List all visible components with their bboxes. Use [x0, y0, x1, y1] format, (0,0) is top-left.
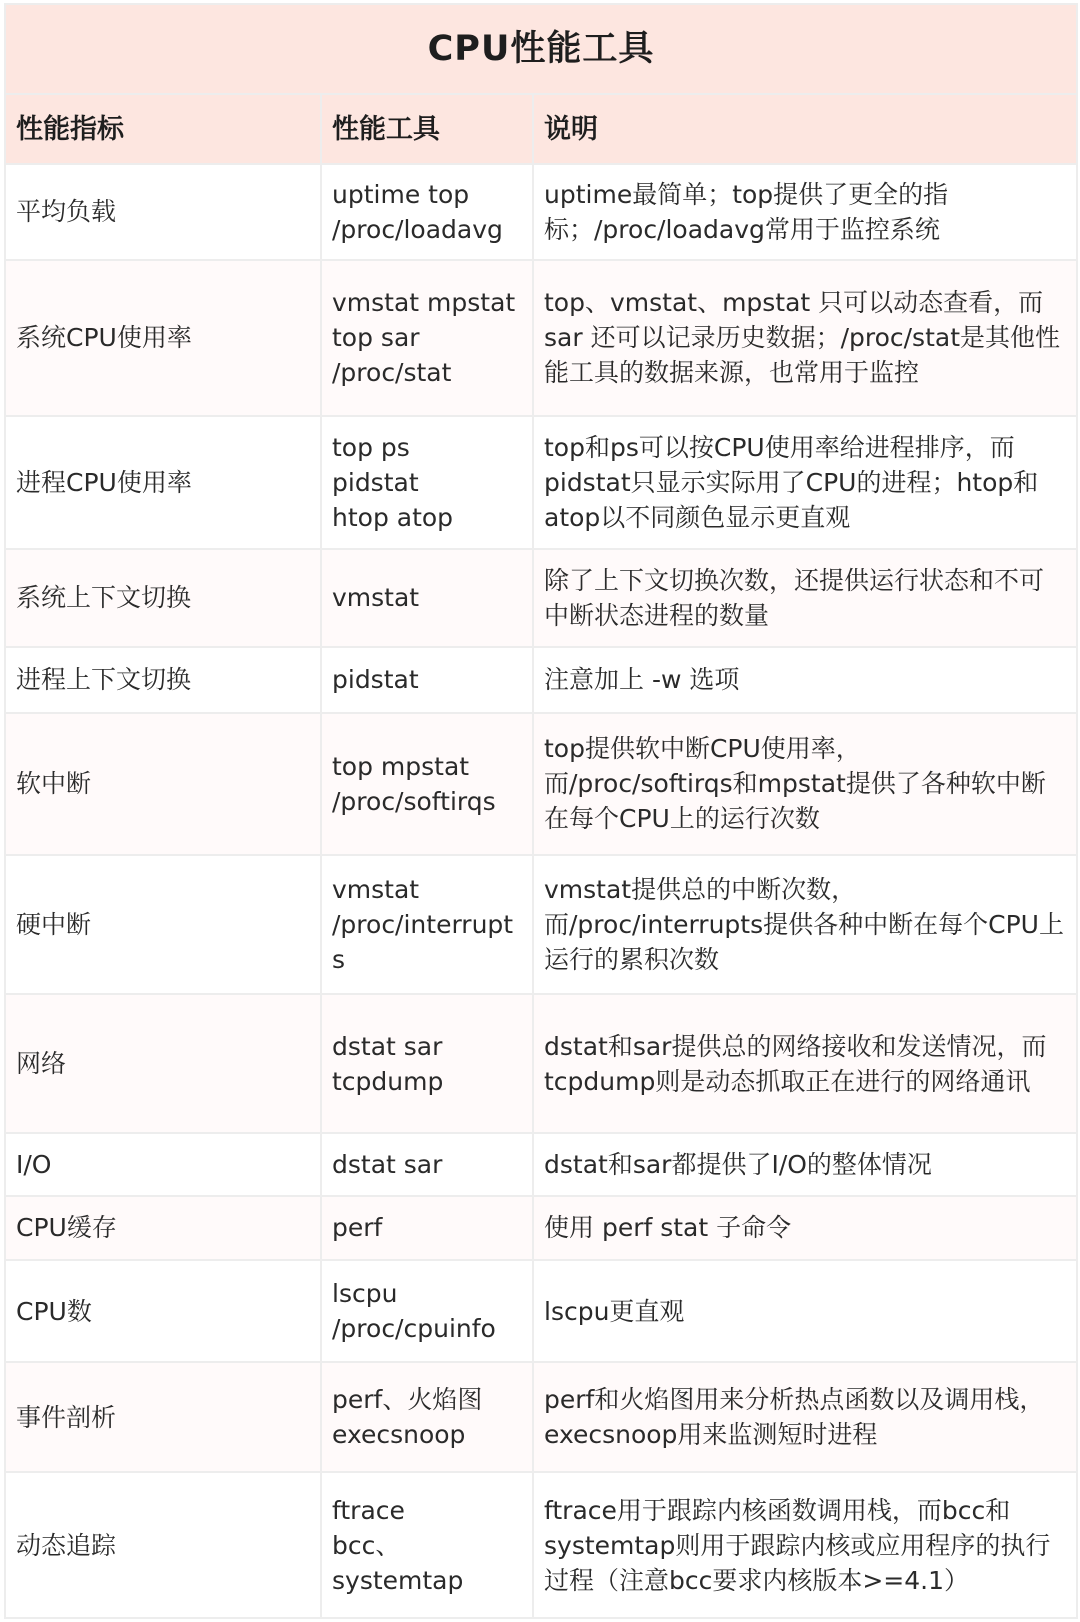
metric-cell: I/O: [5, 1133, 321, 1195]
table-row: [5, 1196, 1077, 1260]
tools-cell: perf、火焰图 execsnoop: [321, 1362, 533, 1472]
description-cell: top提供软中断CPU使用率， 而/proc/softirqs和mpstat提供了各种软中断在每个CPU上的运行次数: [533, 713, 1077, 854]
description-cell: uptime最简单；top提供了更全的指标；/proc/loadavg常用于监控系统: [533, 164, 1077, 260]
description-cell: top、vmstat、mpstat 只可以动态查看，而 sar 还可以记录历史数据；/proc/stat是其他性能工具的数据来源，也常用于监控: [533, 260, 1077, 416]
table-title: CPU性能工具: [5, 4, 1077, 94]
description-cell: lscpu更直观: [533, 1260, 1077, 1362]
tools-cell: top ps pidstat htop atop: [321, 416, 533, 549]
tools-cell: perf: [321, 1196, 533, 1260]
metric-cell: CPU缓存: [5, 1196, 321, 1260]
metric-cell: 动态追踪: [5, 1472, 321, 1618]
tools-cell: vmstat mpstat top sar /proc/stat: [321, 260, 533, 416]
description-cell: dstat和sar提供总的网络接收和发送情况，而tcpdump则是动态抓取正在进行的网络通讯: [533, 994, 1077, 1133]
header-row: [5, 94, 1077, 164]
tools-cell: dstat sar tcpdump: [321, 994, 533, 1133]
description-cell: ftrace用于跟踪内核函数调用栈，而bcc和systemtap则用于跟踪内核或应用程序的执行过程（注意bcc要求内核版本>=4.1）: [533, 1472, 1077, 1618]
metric-cell: 软中断: [5, 713, 321, 854]
table-row: [5, 1260, 1077, 1362]
metric-cell: 进程上下文切换: [5, 647, 321, 714]
table-row: [5, 1472, 1077, 1618]
title-row: [5, 4, 1077, 94]
description-cell: vmstat提供总的中断次数， 而/proc/interrupts提供各种中断在每个CPU上运行的累积次数: [533, 855, 1077, 994]
tools-cell: dstat sar: [321, 1133, 533, 1195]
description-cell: 除了上下文切换次数，还提供运行状态和不可中断状态进程的数量: [533, 549, 1077, 647]
description-cell: dstat和sar都提供了I/O的整体情况: [533, 1133, 1077, 1195]
tools-cell: vmstat: [321, 549, 533, 647]
metric-cell: 进程CPU使用率: [5, 416, 321, 549]
tools-cell: uptime top /proc/loadavg: [321, 164, 533, 260]
cpu-tools-table: [4, 3, 1078, 1619]
tools-cell: lscpu /proc/cpuinfo: [321, 1260, 533, 1362]
table-row: [5, 549, 1077, 647]
tools-cell: vmstat /proc/interrupts: [321, 855, 533, 994]
description-cell: 使用 perf stat 子命令: [533, 1196, 1077, 1260]
tools-cell: top mpstat /proc/softirqs: [321, 713, 533, 854]
cpu-tools-sheet: [4, 3, 1076, 1619]
table-row: [5, 1362, 1077, 1472]
metric-cell: 系统上下文切换: [5, 549, 321, 647]
tools-cell: ftrace bcc、 systemtap: [321, 1472, 533, 1618]
metric-cell: 系统CPU使用率: [5, 260, 321, 416]
table-row: [5, 647, 1077, 714]
table-row: [5, 416, 1077, 549]
table-row: [5, 164, 1077, 260]
table-row: [5, 260, 1077, 416]
header-tools: 性能工具: [321, 94, 533, 164]
metric-cell: 平均负载: [5, 164, 321, 260]
table-row: [5, 994, 1077, 1133]
description-cell: 注意加上 -w 选项: [533, 647, 1077, 714]
header-description: 说明: [533, 94, 1077, 164]
metric-cell: 网络: [5, 994, 321, 1133]
metric-cell: 事件剖析: [5, 1362, 321, 1472]
table-row: [5, 1133, 1077, 1195]
description-cell: perf和火焰图用来分析热点函数以及调用栈，execsnoop用来监测短时进程: [533, 1362, 1077, 1472]
table-row: [5, 855, 1077, 994]
header-metric: 性能指标: [5, 94, 321, 164]
table-row: [5, 713, 1077, 854]
metric-cell: 硬中断: [5, 855, 321, 994]
tools-cell: pidstat: [321, 647, 533, 714]
metric-cell: CPU数: [5, 1260, 321, 1362]
description-cell: top和ps可以按CPU使用率给进程排序，而pidstat只显示实际用了CPU的进程；htop和atop以不同颜色显示更直观: [533, 416, 1077, 549]
